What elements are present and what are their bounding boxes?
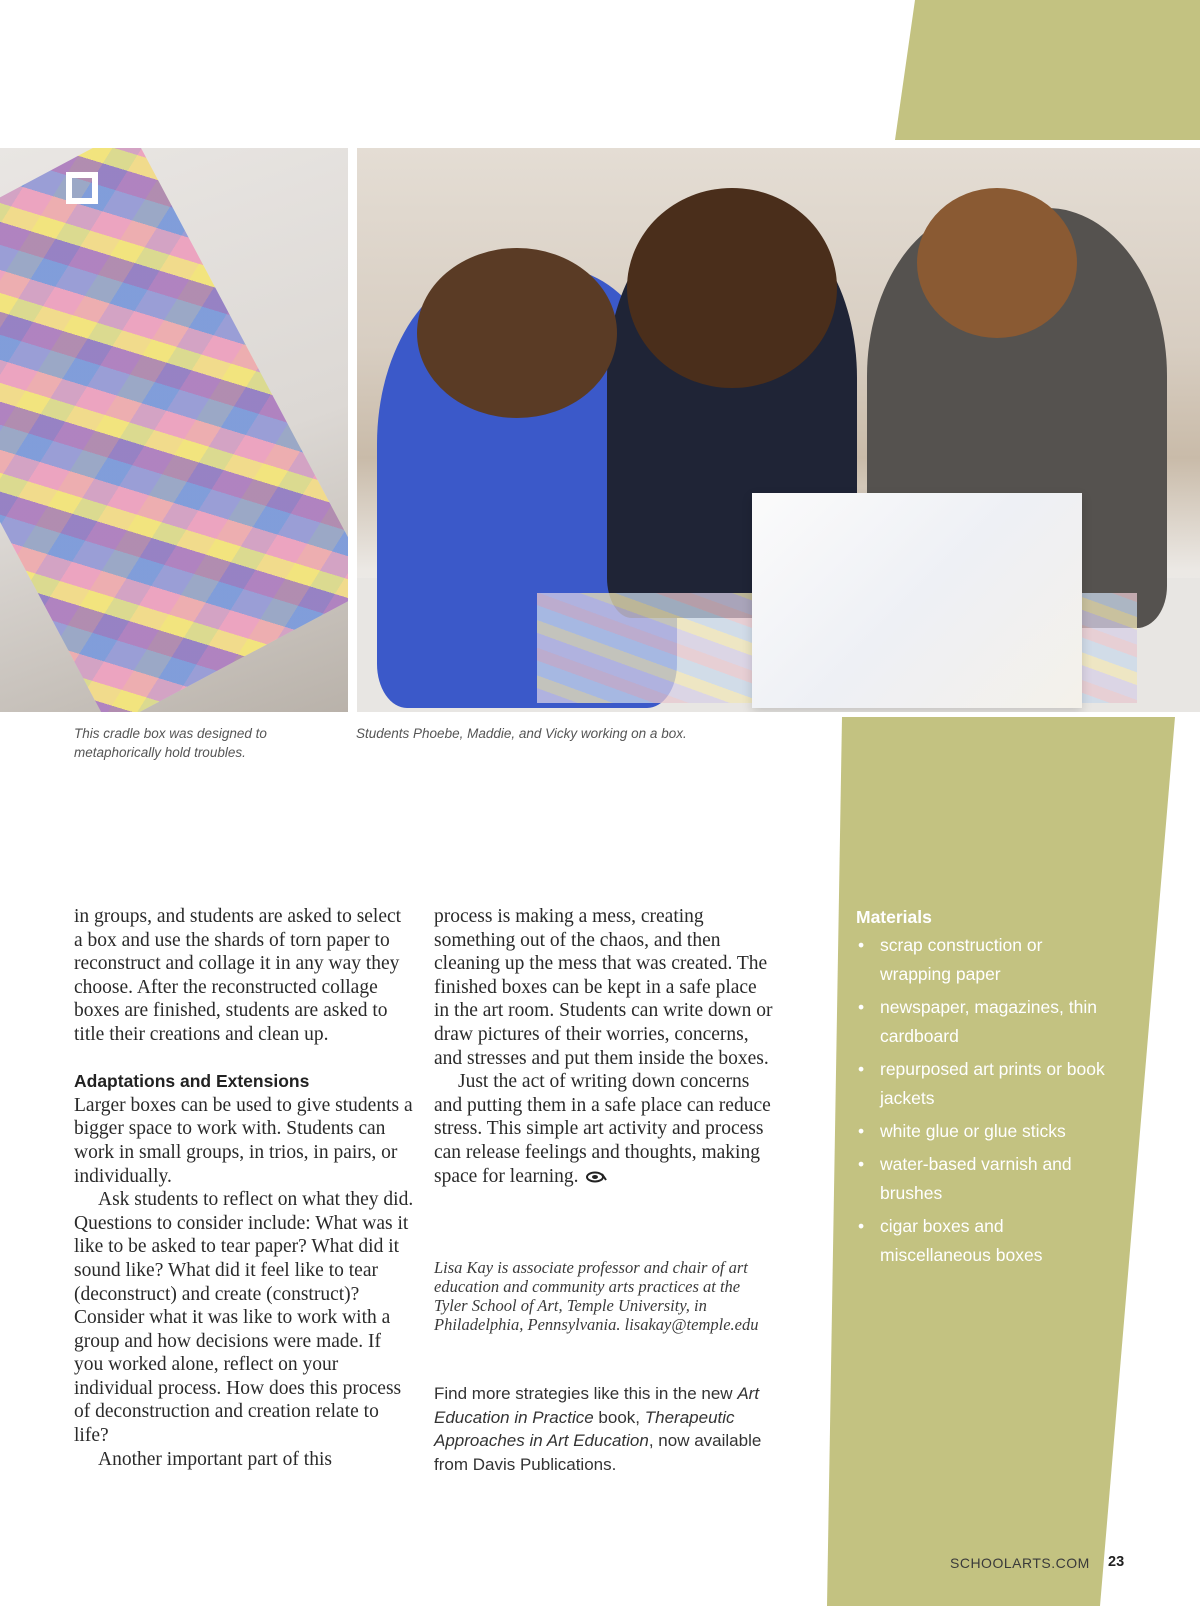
students-working-photo	[357, 148, 1200, 712]
square-icon	[66, 172, 98, 204]
paragraph: Ask students to reflect on what they did. Questions to consider include: What was it like to be asked to tear paper? What did it sound like? What did it feel like to tear (deconstruct) and create (construct)? Consider what it was like to work with a group and how decisions were made. If you worked alone, reflect on your individual process. How does this process of deconstruction and creation relate to life?	[74, 1189, 414, 1447]
caption-cradle-box: This cradle box was designed to metaphorically hold troubles.	[74, 726, 267, 760]
list-item	[856, 1117, 1116, 1146]
materials-title: Materials	[856, 907, 932, 927]
caption-students: Students Phoebe, Maddie, and Vicky working on a box.	[356, 726, 687, 741]
bullet-icon: •	[858, 997, 865, 1017]
bullet-icon: •	[858, 1121, 865, 1141]
student-head	[417, 248, 617, 418]
materials-sidebar	[856, 905, 1116, 1274]
collage-box-in-progress	[752, 493, 1082, 708]
promo-book-title: Art Education in Practice	[434, 1384, 760, 1427]
bullet-icon: •	[858, 1154, 865, 1174]
book-promo	[434, 1382, 774, 1476]
list-item	[856, 993, 1116, 1051]
list-item	[856, 931, 1116, 989]
material-label: water-based varnish and brushes	[880, 1154, 1072, 1203]
paragraph: in groups, and students are asked to select a box and use the shards of torn paper to reconstruct and collage it in any way they choose. After the reconstructed collage boxes are finished, students are asked to title their creations and clean up.	[74, 906, 402, 1045]
page-number: 23	[1108, 1554, 1125, 1570]
list-item	[856, 1055, 1116, 1113]
paragraph	[434, 1070, 774, 1188]
cradle-box-photo	[0, 148, 348, 712]
material-label: white glue or glue sticks	[880, 1121, 1066, 1141]
collage-box-image	[0, 148, 348, 712]
author-bio: Lisa Kay is associate professor and chair of art education and community arts practices at the Tyler School of Art, Temple University, in Philadelphia, Pennsylvania. lisakay@temple.edu	[434, 1258, 759, 1334]
paragraph: process is making a mess, creating something out of the chaos, and then cleaning up the mess that was created. The finished boxes can be kept in a safe place in the art room. Students can write down or draw pictures of their worries, concerns, and stresses and put them inside the boxes.	[434, 906, 773, 1069]
paragraph: Another important part of this	[98, 1448, 332, 1470]
list-item	[856, 1150, 1116, 1208]
article-column-2	[434, 905, 774, 1188]
student-head	[917, 188, 1077, 338]
footer-site-name: SCHOOLARTS.COM	[950, 1555, 1090, 1571]
material-label: repurposed art prints or book jackets	[880, 1059, 1105, 1108]
bullet-icon: •	[858, 1059, 865, 1079]
bullet-icon: •	[858, 935, 865, 955]
promo-text: book,	[593, 1407, 645, 1427]
material-label: scrap construction or wrapping paper	[880, 935, 1043, 984]
schoolarts-end-mark-icon	[585, 1171, 607, 1183]
material-label: cigar boxes and miscellaneous boxes	[880, 1216, 1043, 1265]
material-label: newspaper, magazines, thin cardboard	[880, 997, 1097, 1046]
olive-corner-block	[895, 0, 1200, 140]
paragraph-text: Just the act of writing down concerns and putting them in a safe place can reduce stress. This simple art activity and process can release feelings and thoughts, making space for learning.	[434, 1071, 771, 1187]
article-column-1	[74, 905, 414, 1471]
materials-list	[856, 931, 1116, 1270]
paragraph: Larger boxes can be used to give students a bigger space to work with. Students can work in small groups, in trios, in pairs, or individually.	[74, 1094, 413, 1187]
promo-text: Find more strategies like this in the new	[434, 1384, 738, 1403]
list-item	[856, 1212, 1116, 1270]
promo-text: , now available from Davis Publications.	[434, 1431, 762, 1474]
bullet-icon: •	[858, 1216, 865, 1236]
promo-series-title: Therapeutic Approaches in Art Education	[434, 1407, 735, 1451]
section-heading: Adaptations and Extensions	[74, 1071, 310, 1092]
student-head	[627, 188, 837, 388]
